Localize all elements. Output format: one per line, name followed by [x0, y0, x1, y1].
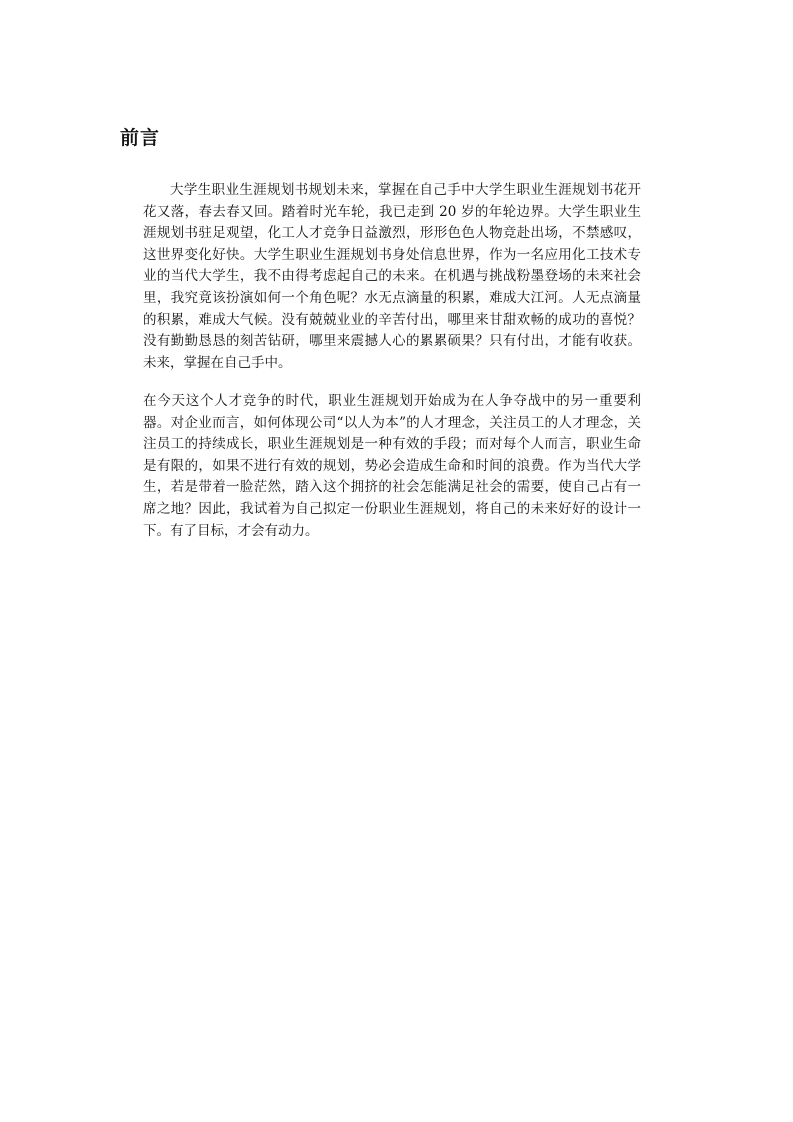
paragraph-body: 在今天这个人才竞争的时代，职业生涯规划开始成为在人争夺战中的另一重要利器。对企业而言，如何体现公司“以人为本”的人才理念，关注员工的人才理念，关注员工的持续成长，职业生涯规划是一种有效的手段；而对每个人而言，职业生命是有限的，如果不进行有效的规划，势必会造成生命和时间的浪费。作为当代大学生，若是带着一脸茫然，踏入这个拥挤的社会怎能满足社会的需要，使自己占有一席之地？因此，我试着为自己拟定一份职业生涯规划，将自己的未来好好的设计一下。有了目标，才会有动力。 [143, 393, 641, 539]
page-title: 前言 [120, 127, 161, 149]
paragraph-intro: 大学生职业生涯规划书规划未来，掌握在自己手中大学生职业生涯规划书花开花又落，春去春又回。踏着时光车轮，我已走到 20 岁的年轮边界。大学生职业生涯规划书驻足观望，化工人才竞争日益激烈，形形色色人物竞赴出场，不禁感叹，这世界变化好快。大学生职业生涯规划书身处信息世界，作为一名应用化工技术专业的当代大学生，我不由得考虑起自己的未来。在机遇与挑战粉墨登场的未来社会里，我究竟该扮演如何一个角色呢？水无点滴量的积累，难成大江河。人无点滴量的积累，难成大气候。没有兢兢业业的辛苦付出，哪里来甘甜欢畅的成功的喜悦？没有勤勤恳恳的刻苦钻研，哪里来震撼人心的累累硕果？只有付出，才能有收获。未来，掌握在自己手中。 [143, 182, 641, 371]
